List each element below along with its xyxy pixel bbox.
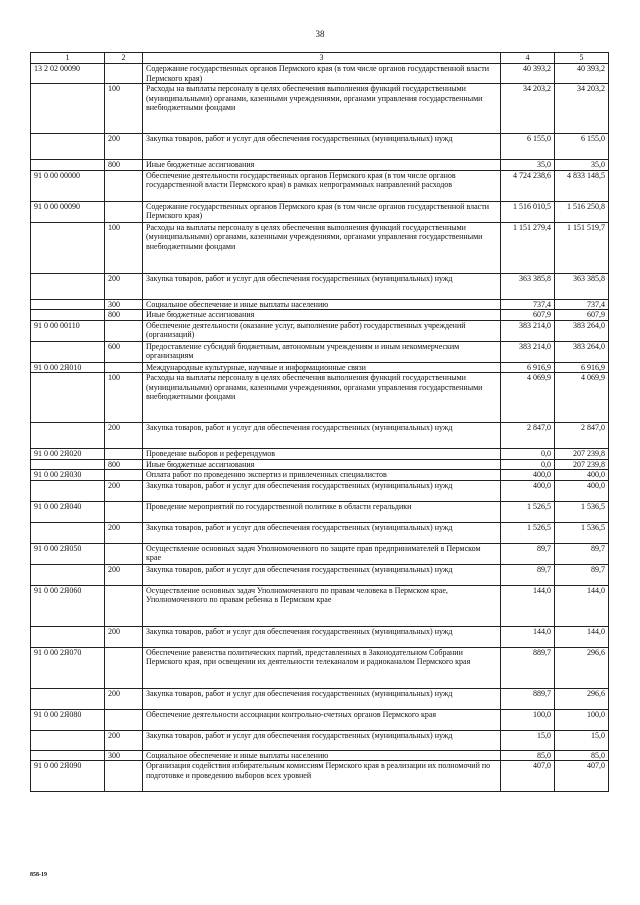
cell-amount-col5: 34 203,2 (555, 84, 609, 134)
cell-code (31, 459, 105, 470)
cell-amount-col5: 15,0 (555, 730, 609, 750)
cell-expense-type: 200 (105, 423, 143, 449)
table-row (31, 64, 609, 84)
cell-amount-col5: 1 516 250,8 (555, 201, 609, 222)
cell-amount-col4: 0,0 (501, 449, 555, 460)
cell-amount-col5: 89,7 (555, 564, 609, 585)
cell-code: 91 0 00 00000 (31, 170, 105, 201)
cell-amount-col4: 34 203,2 (501, 84, 555, 134)
cell-code: 91 0 00 2Я070 (31, 647, 105, 688)
cell-code (31, 730, 105, 750)
cell-amount-col4: 144,0 (501, 585, 555, 626)
cell-amount-col4: 407,0 (501, 761, 555, 792)
table-row (31, 522, 609, 543)
table-row (31, 341, 609, 362)
cell-description: Расходы на выплаты персоналу в целях обеспечения выполнения функций государственными (муниципальными) органами, казенными учреждениями, органами управления государственными внебюджетными фондами (143, 373, 501, 423)
cell-code: 91 0 00 00090 (31, 201, 105, 222)
cell-code: 91 0 00 00110 (31, 320, 105, 341)
footer-code: 858-19 (30, 872, 47, 878)
cell-amount-col5: 383 264,0 (555, 320, 609, 341)
cell-expense-type: 200 (105, 730, 143, 750)
table-row (31, 564, 609, 585)
table-row (31, 320, 609, 341)
cell-amount-col4: 89,7 (501, 543, 555, 564)
cell-expense-type: 200 (105, 564, 143, 585)
cell-code: 91 0 00 2Я020 (31, 449, 105, 460)
cell-expense-type: 200 (105, 688, 143, 709)
cell-amount-col4: 889,7 (501, 647, 555, 688)
cell-description: Иные бюджетные ассигнования (143, 310, 501, 321)
cell-expense-type (105, 709, 143, 730)
table-row (31, 543, 609, 564)
cell-code (31, 160, 105, 171)
cell-amount-col5: 296,6 (555, 688, 609, 709)
cell-amount-col4: 144,0 (501, 626, 555, 647)
cell-code: 91 0 00 2Я050 (31, 543, 105, 564)
cell-amount-col5: 85,0 (555, 750, 609, 761)
cell-code (31, 84, 105, 134)
cell-amount-col4: 40 393,2 (501, 64, 555, 84)
cell-description: Международные культурные, научные и информационные связи (143, 362, 501, 373)
cell-code (31, 299, 105, 310)
cell-amount-col4: 6 155,0 (501, 134, 555, 160)
cell-code (31, 480, 105, 501)
cell-expense-type: 200 (105, 480, 143, 501)
cell-amount-col4: 4 069,9 (501, 373, 555, 423)
cell-description: Осуществление основных задач Уполномоченного по правам человека в Пермском крае, Уполномоченного по правам ребенка в Пермском крае (143, 585, 501, 626)
cell-amount-col4: 383 214,0 (501, 341, 555, 362)
cell-expense-type: 200 (105, 626, 143, 647)
cell-description: Иные бюджетные ассигнования (143, 459, 501, 470)
header-col-1: 1 (31, 53, 105, 64)
cell-code (31, 688, 105, 709)
cell-amount-col4: 2 847,0 (501, 423, 555, 449)
cell-amount-col4: 400,0 (501, 480, 555, 501)
cell-description: Предоставление субсидий бюджетным, автономным учреждениям и иным некоммерческим организациям (143, 341, 501, 362)
cell-amount-col5: 144,0 (555, 585, 609, 626)
cell-description: Закупка товаров, работ и услуг для обеспечения государственных (муниципальных) нужд (143, 564, 501, 585)
cell-description: Закупка товаров, работ и услуг для обеспечения государственных (муниципальных) нужд (143, 522, 501, 543)
cell-description: Закупка товаров, работ и услуг для обеспечения государственных (муниципальных) нужд (143, 480, 501, 501)
cell-amount-col5: 737,4 (555, 299, 609, 310)
header-col-4: 4 (501, 53, 555, 64)
table-row (31, 84, 609, 134)
table-body (31, 64, 609, 792)
cell-description: Закупка товаров, работ и услуг для обеспечения государственных (муниципальных) нужд (143, 730, 501, 750)
cell-amount-col4: 15,0 (501, 730, 555, 750)
cell-expense-type: 100 (105, 222, 143, 273)
cell-code: 91 0 00 2Я090 (31, 761, 105, 792)
cell-amount-col5: 4 833 148,5 (555, 170, 609, 201)
cell-amount-col5: 1 536,5 (555, 522, 609, 543)
cell-description: Организация содействия избирательным комиссиям Пермского края в реализации их полномочий по подготовке и проведению выборов всех уровней (143, 761, 501, 792)
cell-amount-col5: 6 916,9 (555, 362, 609, 373)
table-row (31, 373, 609, 423)
cell-expense-type (105, 501, 143, 522)
cell-amount-col5: 1 536,5 (555, 501, 609, 522)
table-row (31, 585, 609, 626)
cell-amount-col4: 85,0 (501, 750, 555, 761)
cell-expense-type: 300 (105, 750, 143, 761)
cell-expense-type (105, 201, 143, 222)
cell-expense-type: 200 (105, 273, 143, 299)
table-row (31, 459, 609, 470)
cell-expense-type (105, 543, 143, 564)
cell-expense-type: 800 (105, 160, 143, 171)
cell-code (31, 222, 105, 273)
cell-description: Расходы на выплаты персоналу в целях обеспечения выполнения функций государственными (муниципальными) органами, казенными учреждениями, органами управления государственными внебюджетными фондами (143, 84, 501, 134)
cell-amount-col5: 607,9 (555, 310, 609, 321)
header-col-3: 3 (143, 53, 501, 64)
table-row (31, 170, 609, 201)
table-row (31, 310, 609, 321)
cell-description: Проведение мероприятий по государственной политике в области геральдики (143, 501, 501, 522)
cell-expense-type: 600 (105, 341, 143, 362)
cell-amount-col5: 144,0 (555, 626, 609, 647)
cell-expense-type: 200 (105, 134, 143, 160)
table-row (31, 501, 609, 522)
cell-amount-col5: 4 069,9 (555, 373, 609, 423)
cell-code (31, 522, 105, 543)
cell-amount-col5: 6 155,0 (555, 134, 609, 160)
cell-amount-col4: 6 916,9 (501, 362, 555, 373)
cell-amount-col5: 40 393,2 (555, 64, 609, 84)
cell-amount-col5: 35,0 (555, 160, 609, 171)
cell-expense-type: 300 (105, 299, 143, 310)
cell-description: Закупка товаров, работ и услуг для обеспечения государственных (муниципальных) нужд (143, 688, 501, 709)
cell-amount-col5: 400,0 (555, 470, 609, 481)
cell-expense-type (105, 647, 143, 688)
cell-description: Оплата работ по проведению экспертиз и привлеченных специалистов (143, 470, 501, 481)
cell-amount-col5: 207 239,8 (555, 449, 609, 460)
cell-expense-type: 800 (105, 310, 143, 321)
table-row (31, 709, 609, 730)
cell-description: Закупка товаров, работ и услуг для обеспечения государственных (муниципальных) нужд (143, 423, 501, 449)
cell-amount-col5: 407,0 (555, 761, 609, 792)
cell-amount-col5: 100,0 (555, 709, 609, 730)
cell-code (31, 134, 105, 160)
cell-code (31, 273, 105, 299)
table-header-row (31, 53, 609, 64)
cell-description: Социальное обеспечение и иные выплаты населению (143, 299, 501, 310)
cell-amount-col4: 100,0 (501, 709, 555, 730)
cell-description: Обеспечение деятельности государственных органов Пермского края (в том числе органов государственной власти Пермского края) в рамках непрограммных направлений расходов (143, 170, 501, 201)
cell-expense-type (105, 761, 143, 792)
cell-description: Обеспечение деятельности ассоциации контрольно-счетных органов Пермского края (143, 709, 501, 730)
cell-code: 91 0 00 2Я040 (31, 501, 105, 522)
cell-description: Содержание государственных органов Пермского края (в том числе органов государственной власти Пермского края) (143, 201, 501, 222)
table-row (31, 222, 609, 273)
cell-description: Закупка товаров, работ и услуг для обеспечения государственных (муниципальных) нужд (143, 273, 501, 299)
cell-code (31, 310, 105, 321)
cell-amount-col4: 89,7 (501, 564, 555, 585)
cell-amount-col5: 296,6 (555, 647, 609, 688)
cell-description: Обеспечение равенства политических партий, представленных в Законодательном Собрании Пермского края, при освещении их деятельности телеканалом и радиоканалом Пермского края (143, 647, 501, 688)
cell-expense-type (105, 449, 143, 460)
table-row (31, 273, 609, 299)
cell-expense-type (105, 585, 143, 626)
table-row (31, 480, 609, 501)
cell-description: Закупка товаров, работ и услуг для обеспечения государственных (муниципальных) нужд (143, 626, 501, 647)
cell-amount-col4: 1 526,5 (501, 522, 555, 543)
cell-description: Иные бюджетные ассигнования (143, 160, 501, 171)
cell-expense-type: 100 (105, 84, 143, 134)
cell-code (31, 341, 105, 362)
cell-amount-col4: 1 526,5 (501, 501, 555, 522)
cell-code (31, 423, 105, 449)
cell-description: Проведение выборов и референдумов (143, 449, 501, 460)
cell-amount-col4: 400,0 (501, 470, 555, 481)
cell-code: 91 0 00 2Я080 (31, 709, 105, 730)
cell-amount-col5: 2 847,0 (555, 423, 609, 449)
cell-expense-type (105, 64, 143, 84)
cell-expense-type: 100 (105, 373, 143, 423)
cell-amount-col5: 1 151 519,7 (555, 222, 609, 273)
cell-code: 13 2 02 00090 (31, 64, 105, 84)
table-row (31, 730, 609, 750)
cell-description: Содержание государственных органов Пермского края (в том числе органов государственной власти Пермского края) (143, 64, 501, 84)
cell-expense-type (105, 362, 143, 373)
table-row (31, 761, 609, 792)
cell-amount-col5: 363 385,8 (555, 273, 609, 299)
cell-expense-type (105, 320, 143, 341)
cell-expense-type: 800 (105, 459, 143, 470)
cell-amount-col5: 400,0 (555, 480, 609, 501)
table-row (31, 362, 609, 373)
table-row (31, 299, 609, 310)
table-row (31, 134, 609, 160)
table-row (31, 449, 609, 460)
cell-description: Обеспечение деятельности (оказание услуг, выполнение работ) государственных учреждений (организаций) (143, 320, 501, 341)
table-row (31, 160, 609, 171)
table-row (31, 201, 609, 222)
cell-code (31, 626, 105, 647)
cell-amount-col4: 0,0 (501, 459, 555, 470)
cell-expense-type (105, 470, 143, 481)
cell-code (31, 373, 105, 423)
cell-amount-col4: 363 385,8 (501, 273, 555, 299)
cell-description: Социальное обеспечение и иные выплаты населению (143, 750, 501, 761)
cell-description: Расходы на выплаты персоналу в целях обеспечения выполнения функций государственными (муниципальными) органами, казенными учреждениями, органами управления государственными внебюджетными фондами (143, 222, 501, 273)
header-col-2: 2 (105, 53, 143, 64)
table-row (31, 626, 609, 647)
cell-expense-type (105, 170, 143, 201)
table-row (31, 688, 609, 709)
table-row (31, 647, 609, 688)
table-row (31, 423, 609, 449)
cell-amount-col4: 4 724 238,6 (501, 170, 555, 201)
cell-code (31, 564, 105, 585)
cell-amount-col4: 1 151 279,4 (501, 222, 555, 273)
cell-code: 91 0 00 2Я030 (31, 470, 105, 481)
cell-amount-col5: 383 264,0 (555, 341, 609, 362)
cell-amount-col5: 89,7 (555, 543, 609, 564)
cell-amount-col4: 889,7 (501, 688, 555, 709)
table-row (31, 750, 609, 761)
cell-code: 91 0 00 2Я010 (31, 362, 105, 373)
cell-amount-col4: 1 516 010,5 (501, 201, 555, 222)
cell-amount-col4: 383 214,0 (501, 320, 555, 341)
cell-amount-col4: 607,9 (501, 310, 555, 321)
table-row (31, 470, 609, 481)
cell-description: Закупка товаров, работ и услуг для обеспечения государственных (муниципальных) нужд (143, 134, 501, 160)
page-number: 38 (315, 29, 325, 39)
budget-table (30, 52, 609, 792)
cell-code: 91 0 00 2Я060 (31, 585, 105, 626)
cell-amount-col5: 207 239,8 (555, 459, 609, 470)
cell-amount-col4: 737,4 (501, 299, 555, 310)
cell-amount-col4: 35,0 (501, 160, 555, 171)
cell-expense-type: 200 (105, 522, 143, 543)
cell-code (31, 750, 105, 761)
header-col-5: 5 (555, 53, 609, 64)
cell-description: Осуществление основных задач Уполномоченного по защите прав предпринимателей в Пермском крае (143, 543, 501, 564)
